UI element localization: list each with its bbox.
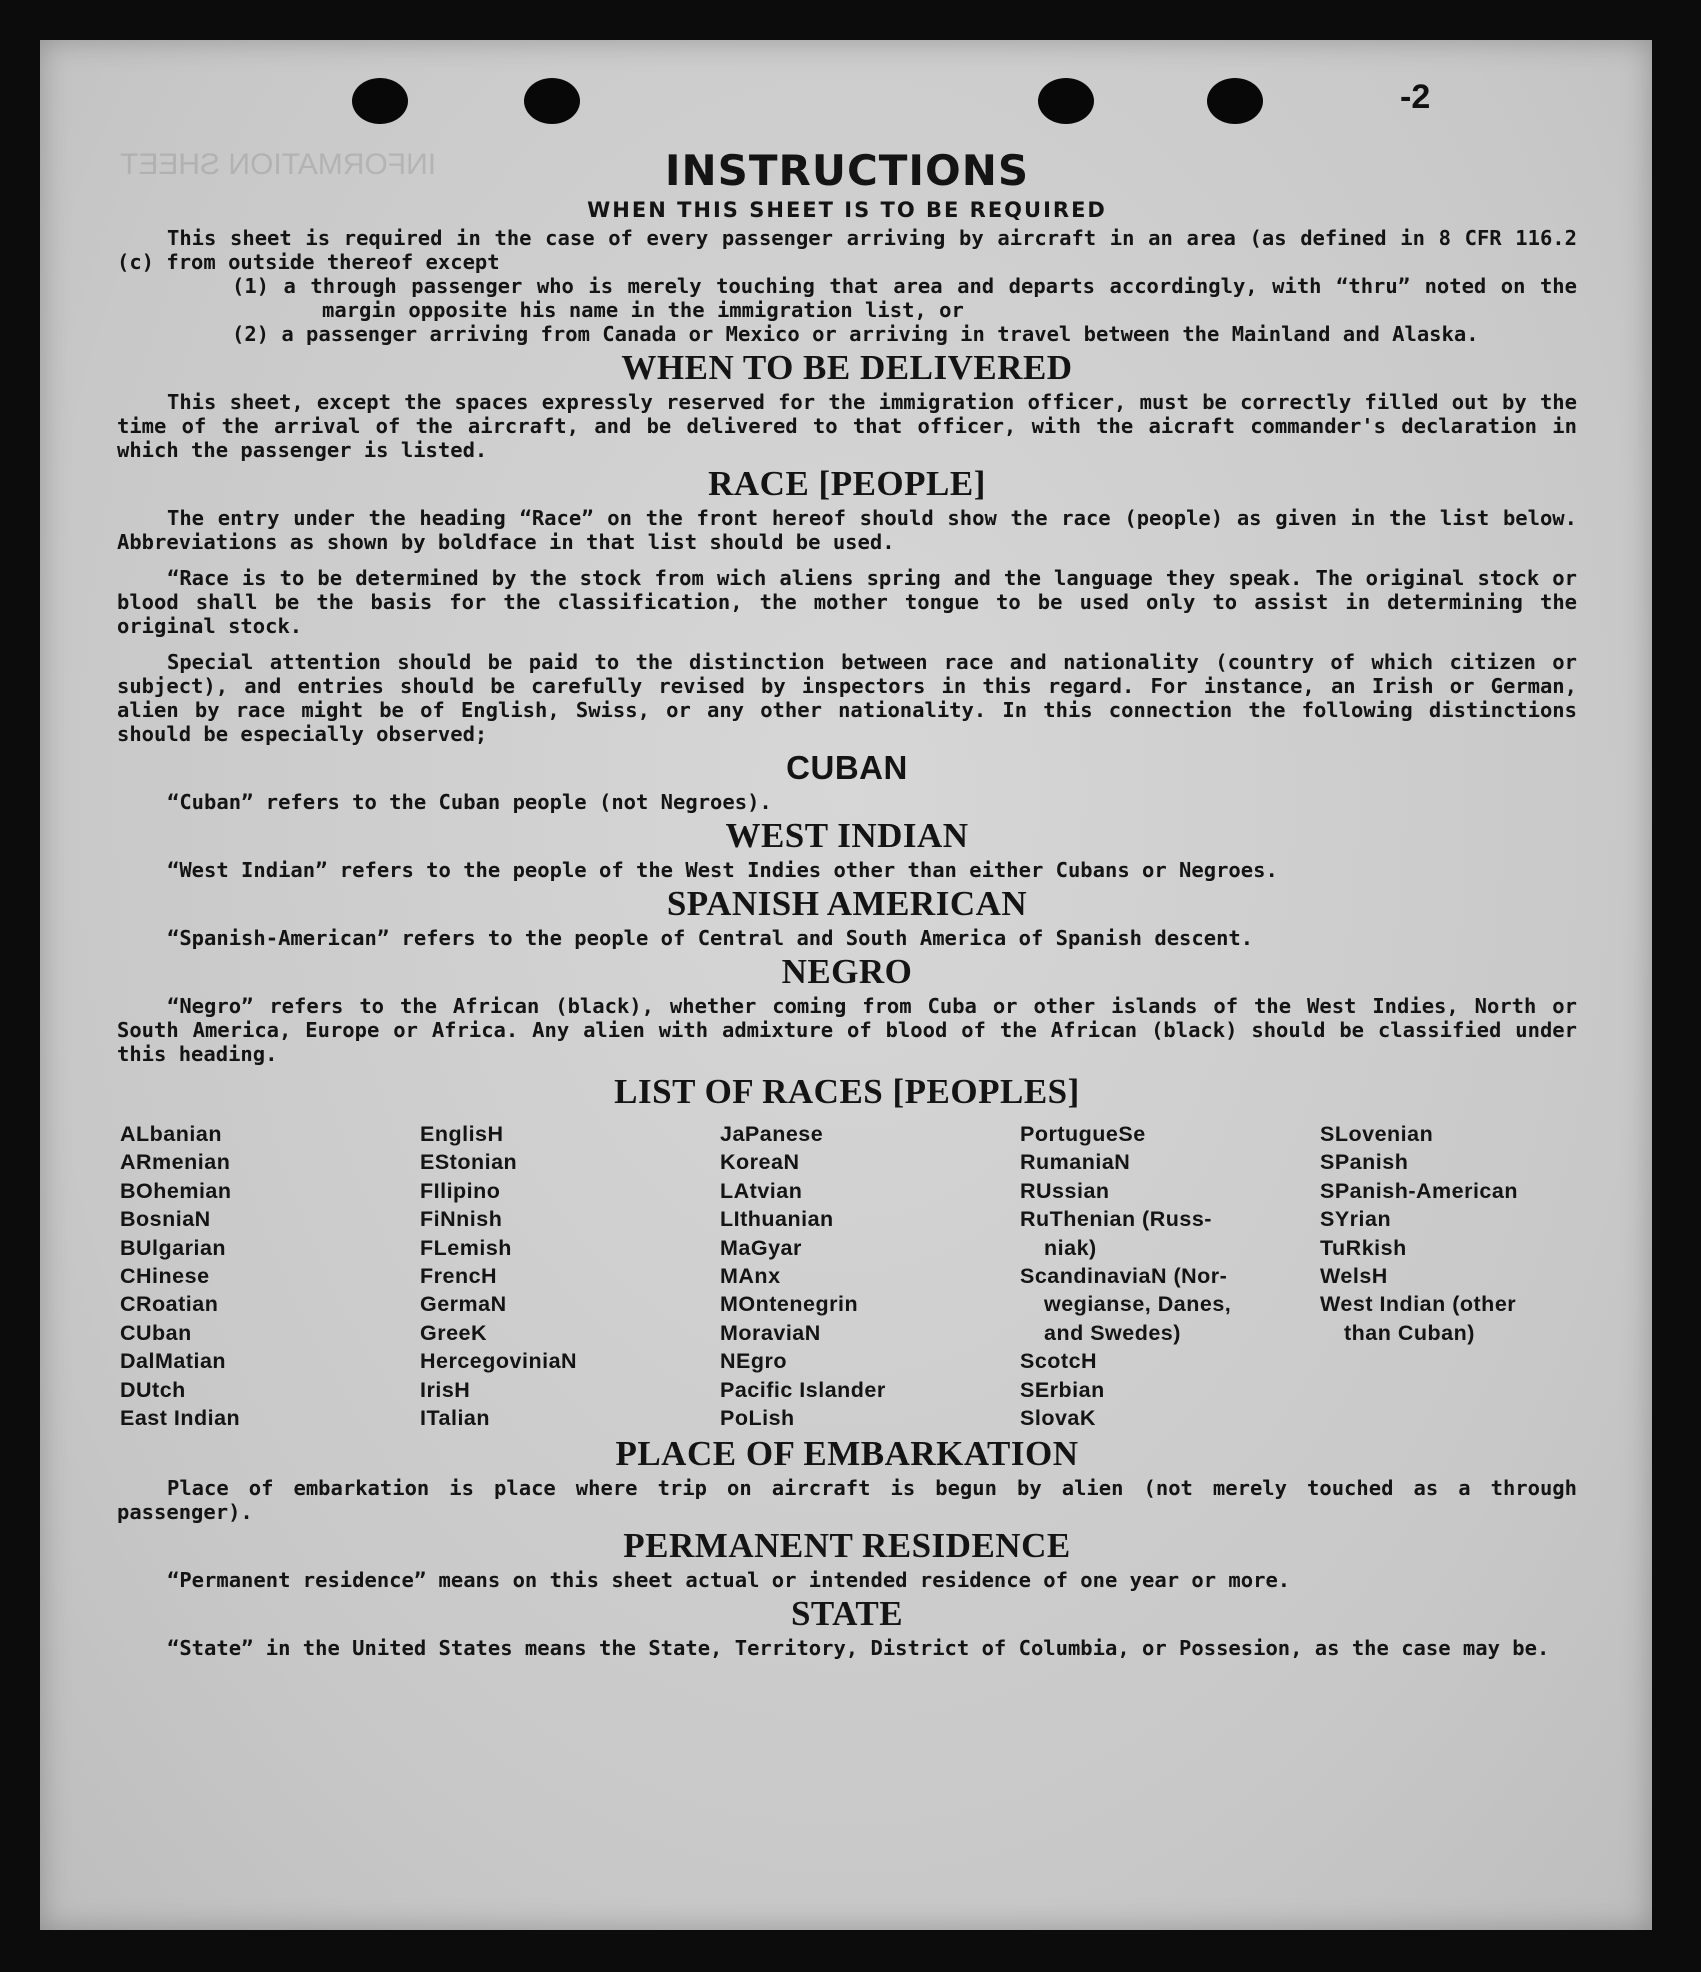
page-subtitle: WHEN THIS SHEET IS TO BE REQUIRED <box>587 198 1107 222</box>
race-item: MAnx <box>720 1264 781 1289</box>
race-item: CRoatian <box>120 1292 219 1317</box>
race-item: ARmenian <box>120 1150 231 1175</box>
race-item: IrisH <box>420 1377 471 1402</box>
race-item: FiNnish <box>420 1207 503 1232</box>
punch-hole <box>1038 78 1094 124</box>
page-title: INSTRUCTIONS <box>664 146 1030 195</box>
required-intro: This sheet is required in the case of every passenger arriving by aircraft in an area (as defined in 8 CFR 116.2 (c) from outside thereof except <box>117 226 1577 274</box>
race-item: CUban <box>120 1320 192 1345</box>
race-item: DUtch <box>120 1377 186 1402</box>
section-heading-state: STATE <box>790 1594 904 1634</box>
race-item: RuThenian (Russ- <box>1020 1207 1212 1232</box>
race-item: GermaN <box>420 1292 507 1317</box>
race-item: wegianse, Danes, <box>1044 1292 1232 1317</box>
race-item: NEgro <box>720 1349 787 1374</box>
races-column <box>1020 1120 1320 1432</box>
race-item: Pacific Islander <box>720 1377 886 1402</box>
race-item: SlovaK <box>1020 1406 1096 1431</box>
race-item: MOntenegrin <box>720 1292 859 1317</box>
race-item: PoLish <box>720 1406 795 1431</box>
race-paragraph-1: The entry under the heading “Race” on the front hereof should show the race (people) as given in the list below. Abbreviations as shown by boldface in that list should be used. <box>117 506 1577 554</box>
race-item: EStonian <box>420 1150 518 1175</box>
section-heading-residence: PERMANENT RESIDENCE <box>623 1526 1071 1566</box>
section-heading-cuban: CUBAN <box>786 749 908 786</box>
race-item: than Cuban) <box>1344 1320 1475 1345</box>
race-item: FLemish <box>420 1235 512 1260</box>
race-item: ScandinaviaN (Nor- <box>1020 1264 1228 1289</box>
race-item: SYrian <box>1320 1207 1392 1232</box>
race-item: BUlgarian <box>120 1235 227 1260</box>
race-item: TuRkish <box>1320 1235 1407 1260</box>
race-item: SPanish-American <box>1320 1178 1518 1203</box>
races-column <box>720 1120 1020 1432</box>
race-item: DalMatian <box>120 1349 227 1374</box>
race-item: CHinese <box>120 1264 210 1289</box>
race-item: FrencH <box>420 1264 498 1289</box>
race-item: MoraviaN <box>720 1320 821 1345</box>
race-item: BosniaN <box>120 1207 211 1232</box>
embarkation-text: Place of embarkation is place where trip on aircraft is begun by alien (not merely touched as a through passenger). <box>117 1476 1577 1525</box>
races-column <box>1320 1120 1600 1432</box>
race-item: West Indian (other <box>1320 1292 1517 1317</box>
race-item: JaPanese <box>720 1122 824 1146</box>
race-item: PortugueSe <box>1020 1122 1146 1146</box>
section-heading-races-list: LIST OF RACES [PEOPLES] <box>614 1072 1080 1111</box>
race-item: WelsH <box>1320 1264 1388 1289</box>
race-item: LIthuanian <box>720 1207 834 1232</box>
section-heading-negro: NEGRO <box>781 952 913 991</box>
corner-mark: -2 <box>1400 78 1431 116</box>
race-item: ITalian <box>420 1406 491 1431</box>
race-item: BOhemian <box>120 1178 232 1203</box>
race-item: FIlipino <box>420 1178 501 1203</box>
section-heading-west-indian: WEST INDIAN <box>725 816 969 855</box>
race-item: EnglisH <box>420 1122 504 1146</box>
section-heading-embarkation: PLACE OF EMBARKATION <box>615 1434 1079 1474</box>
instructions-body <box>117 146 1577 1660</box>
race-paragraph-3: Special attention should be paid to the distinction between race and nationality (country of which citizen or subject), and entries should be carefully revised by inspectors in this regard. For instance, an Irish or German, alien by race might be of English, Swiss, or any other nationality. In this connection the following distinctions should be especially observed; <box>117 650 1577 746</box>
residence-text: “Permanent residence” means on this sheet actual or intended residence of one year or more. <box>167 1568 1291 1593</box>
race-item: SLovenian <box>1320 1122 1434 1146</box>
required-item-2: (2) a passenger arriving from Canada or Mexico or arriving in travel between the Mainland and Alaska. <box>232 322 1479 346</box>
race-item: MaGyar <box>720 1235 802 1260</box>
state-text: “State” in the United States means the State, Territory, District of Columbia, or Possesion, as the case may be. <box>167 1636 1550 1661</box>
punch-hole <box>352 78 408 124</box>
race-item: RUssian <box>1020 1178 1110 1203</box>
race-item: GreeK <box>420 1320 488 1345</box>
race-item: SPanish <box>1320 1150 1409 1175</box>
west-indian-text: “West Indian” refers to the people of the West Indies other than either Cubans or Negroes. <box>167 858 1278 882</box>
race-item: East Indian <box>120 1406 241 1431</box>
section-heading-delivered: WHEN TO BE DELIVERED <box>621 348 1073 387</box>
races-column <box>420 1120 720 1432</box>
races-column <box>120 1120 420 1432</box>
cuban-text: “Cuban” refers to the Cuban people (not Negroes). <box>167 790 772 814</box>
section-heading-spanish-american: SPANISH AMERICAN <box>666 884 1028 923</box>
negro-text: “Negro” refers to the African (black), whether coming from Cuba or other islands of the West Indies, North or South America, Europe or Africa. Any alien with admixture of blood of the African (black) should be classified under this heading. <box>117 994 1577 1066</box>
race-item: ALbanian <box>120 1122 222 1146</box>
races-list <box>117 1120 1577 1432</box>
race-item: KoreaN <box>720 1150 800 1175</box>
delivered-text: This sheet, except the spaces expressly reserved for the immigration officer, must be correctly filled out by the time of the arrival of the aircraft, and be delivered to that officer, with the aicraft commander's declaration in which the passenger is listed. <box>117 390 1577 462</box>
section-heading-race: RACE [PEOPLE] <box>708 464 986 503</box>
punch-hole <box>1207 78 1263 124</box>
document-page <box>40 40 1652 1930</box>
race-paragraph-2: “Race is to be determined by the stock from wich aliens spring and the language they speak. The original stock or blood shall be the basis for the classification, the mother tongue to be used only to assist in determining the original stock. <box>117 566 1577 638</box>
bleed-through-text: INFORMATION SHEET <box>120 148 437 181</box>
race-item: LAtvian <box>720 1178 803 1203</box>
race-item: RumaniaN <box>1020 1150 1131 1175</box>
required-item-1: (1) a through passenger who is merely touching that area and departs accordingly, with “thru” noted on the margin opposite his name in the immigration list, or <box>232 274 1577 322</box>
race-item: HercegoviniaN <box>420 1349 578 1374</box>
punch-hole <box>524 78 580 124</box>
race-item: and Swedes) <box>1044 1320 1181 1345</box>
race-item: ScotcH <box>1020 1349 1098 1374</box>
race-item: SErbian <box>1020 1377 1105 1402</box>
race-item: niak) <box>1044 1235 1097 1260</box>
spanish-american-text: “Spanish-American” refers to the people of Central and South America of Spanish descent. <box>167 926 1254 950</box>
